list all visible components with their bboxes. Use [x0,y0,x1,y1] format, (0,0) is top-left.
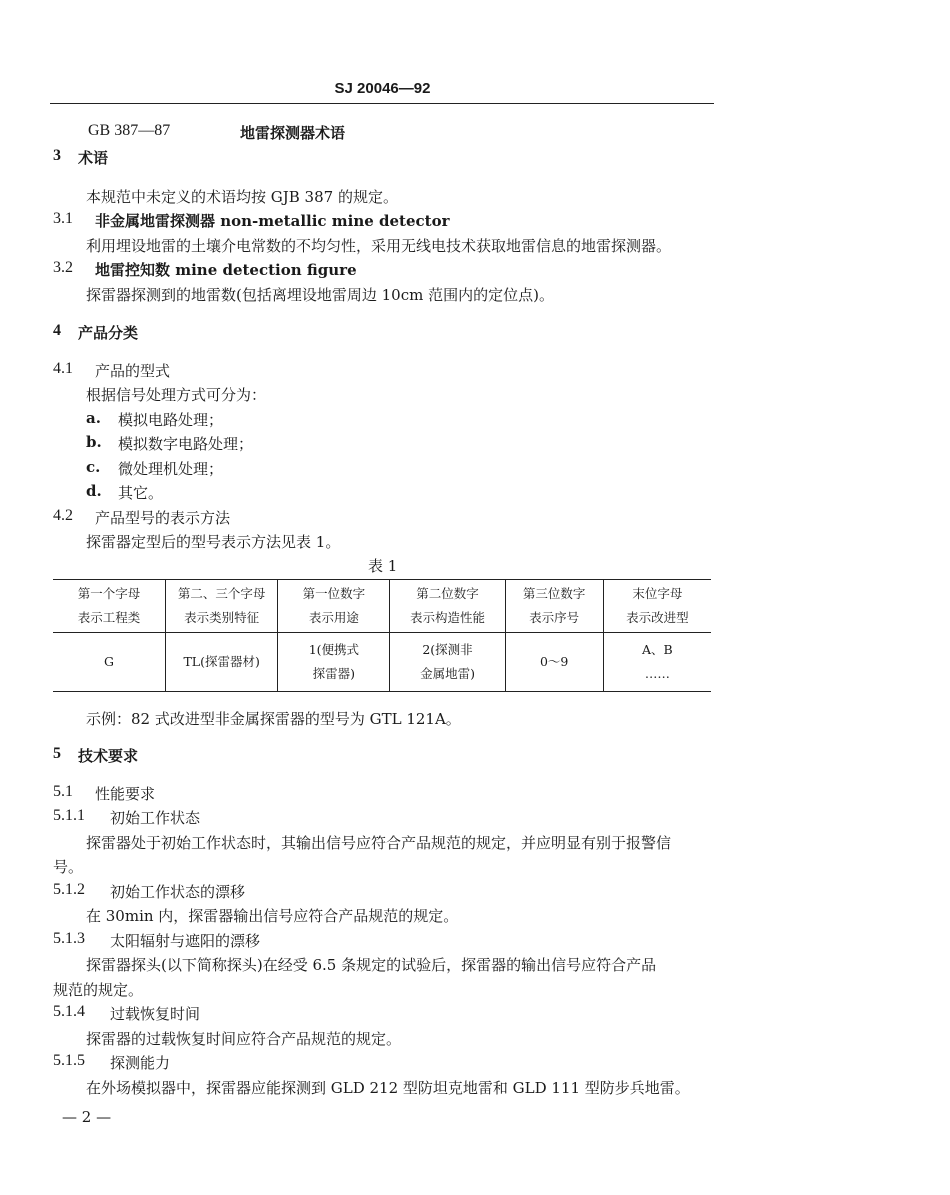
table-header-cell: 第三位数字 表示序号 [505,580,603,633]
clause-5-1-4-title: 过载恢复时间 [110,1005,201,1023]
clause-5-1-2-number: 5.1.2 [53,881,85,898]
clause-5-1-1-number: 5.1.1 [53,807,85,824]
section-5-title: 技术要求 [78,747,139,765]
clause-5-1-4-number: 5.1.4 [53,1003,85,1020]
table-cell: G [53,633,166,692]
list-item-label: a. [86,409,101,427]
table-cell: 2(探测非 金属地雷) [390,633,505,692]
list-item-text: 模拟电路处理； [118,411,224,429]
clause-3-2-title: 地雷控知数 mine detection figure [95,261,357,279]
clause-5-1-title: 性能要求 [95,785,156,803]
clause-4-1-title: 产品的型式 [95,362,171,380]
clause-5-1-5-number: 5.1.5 [53,1052,85,1069]
table-1-example: 示例：82 式改进型非金属探雷器的型号为 GTL 121A。 [86,710,461,728]
table-cell: 0～9 [505,633,603,692]
clause-5-1-3-body-cont: 规范的规定。 [53,981,144,999]
ref-standard-code: GB 387—87 [88,122,171,139]
list-item-label: b. [86,433,102,451]
table-cell: 1(便携式 探雷器) [278,633,390,692]
clause-5-1-5-body: 在外场模拟器中，探雷器应能探测到 GLD 212 型防坦克地雷和 GLD 111 型防步兵地雷。 [86,1079,690,1097]
clause-3-2-body: 探雷器探测到的地雷数(包括离埋设地雷周边 10cm 范围内的定位点)。 [86,286,554,304]
section-5-number: 5 [53,745,61,762]
table-header-cell: 第二位数字 表示构造性能 [390,580,505,633]
clause-5-1-3-title: 太阳辐射与遮阳的漂移 [110,932,261,950]
clause-5-1-1-body: 探雷器处于初始工作状态时，其输出信号应符合产品规范的规定，并应明显有别于报警信 [86,834,672,852]
table-header-cell: 第一个字母 表示工程类 [53,580,166,633]
table-cell: A、B …… [603,633,711,692]
clause-5-1-3-number: 5.1.3 [53,930,85,947]
list-item-label: c. [86,458,101,476]
table-header-cell: 第二、三个字母 表示类别特征 [166,580,278,633]
clause-5-1-2-title: 初始工作状态的漂移 [110,883,246,901]
list-item-label: d. [86,482,102,500]
section-3-title: 术语 [78,149,109,167]
clause-5-1-1-title: 初始工作状态 [110,809,201,827]
clause-4-1-number: 4.1 [53,360,73,377]
section-4-number: 4 [53,322,61,339]
section-4-title: 产品分类 [78,324,139,342]
table-header-cell: 末位字母 表示改进型 [603,580,711,633]
table-header-cell: 第一位数字 表示用途 [278,580,390,633]
document-code-header: SJ 20046—92 [334,80,431,97]
clause-3-1-number: 3.1 [53,210,73,227]
clause-5-1-5-title: 探测能力 [110,1054,171,1072]
ref-standard-title: 地雷探测器术语 [240,124,346,142]
table-cell: TL(探雷器材) [166,633,278,692]
list-item-text: 其它。 [118,484,164,502]
table-row [53,633,711,692]
table-header-row [53,580,711,633]
clause-3-1-body: 利用埋设地雷的土壤介电常数的不均匀性，采用无线电技术获取地雷信息的地雷探测器。 [86,237,672,255]
clause-5-1-2-body: 在 30min 内，探雷器输出信号应符合产品规范的规定。 [86,907,459,925]
clause-5-1-4-body: 探雷器的过载恢复时间应符合产品规范的规定。 [86,1030,402,1048]
list-item-text: 模拟数字电路处理； [118,435,254,453]
list-item-text: 微处理机处理； [118,460,224,478]
clause-5-1-1-body-cont: 号。 [53,858,84,876]
clause-5-1-3-body: 探雷器探头(以下简称探头)在经受 6.5 条规定的试验后，探雷器的输出信号应符合产品 [86,956,657,974]
clause-4-2-body: 探雷器定型后的型号表示方法见表 1。 [86,533,341,551]
page-number: — 2 — [62,1108,112,1126]
table-1 [53,579,711,692]
clause-5-1-number: 5.1 [53,783,73,800]
clause-3-2-number: 3.2 [53,259,73,276]
header-rule [50,103,714,104]
section-3-number: 3 [53,147,61,164]
table-1-caption: 表 1 [368,557,398,575]
clause-4-1-intro: 根据信号处理方式可分为： [86,386,267,404]
section-3-intro: 本规范中未定义的术语均按 GJB 387 的规定。 [86,188,398,206]
clause-3-1-title: 非金属地雷探测器 non-metallic mine detector [95,212,450,230]
clause-4-2-title: 产品型号的表示方法 [95,509,231,527]
clause-4-2-number: 4.2 [53,507,73,524]
